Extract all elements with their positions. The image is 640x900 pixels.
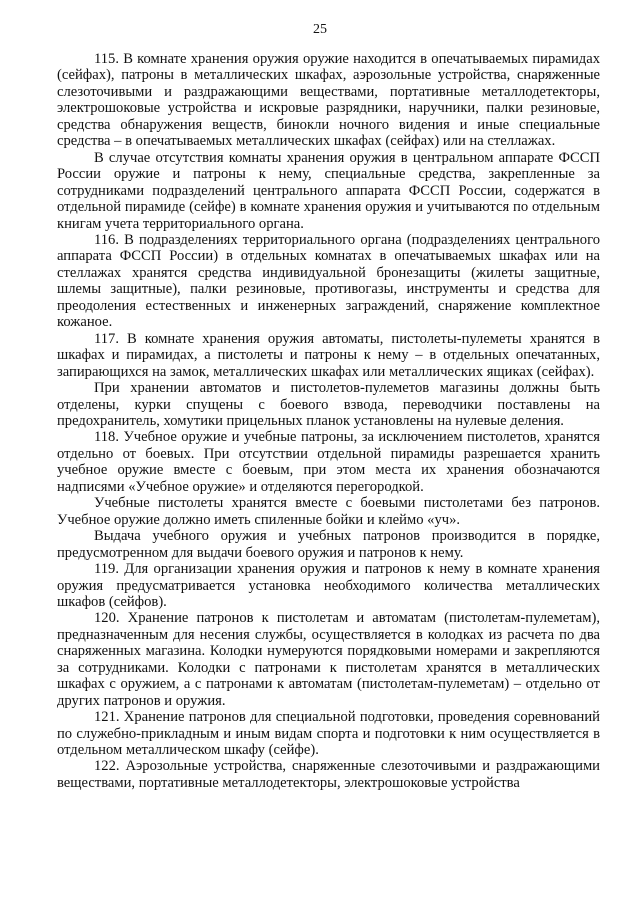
paragraph-120: 120. Хранение патронов к пистолетам и автоматам (пистолетам-пулеметам), предназначенным для несения службы, осуществляется в колодках из расчета по два снаряженных магазина. Колодки нумеруются порядковыми номерами и закрепляются за сотрудниками. Колодки с патронами к пистолетам хранятся в металлических шкафах с оружием, а с патронами к автоматам (пистолетам-пулеметам) – отдельно от других патронов и оружия. [57,610,600,709]
paragraph-115: 115. В комнате хранения оружия оружие находится в опечатываемых пирамидах (сейфах), патроны в металлических шкафах, аэрозольные устройства, снаряженные слезоточивыми и раздражающими веществами, портативные металлодетекторы, электрошоковые устройства и искровые разрядники, наручники, палки резиновые, средства обнаружения веществ, бинокли ночного видения и иные специальные средства – в опечатываемых металлических шкафах (сейфах) или на стеллажах. [57,51,600,150]
page-number: 25 [313,22,327,37]
paragraph-122: 122. Аэрозольные устройства, снаряженные слезоточивыми и раздражающими веществами, портативные металлодетекторы, электрошоковые устройства [57,758,600,791]
paragraph-119: 119. Для организации хранения оружия и патронов к нему в комнате хранения оружия предусматривается установка необходимого количества металлических шкафов (сейфов). [57,561,600,610]
paragraph-116: 116. В подразделениях территориального органа (подразделениях центрального аппарата ФССП России) в отдельных комнатах в опечатываемых шкафах или на стеллажах хранятся средства индивидуальной бронезащиты (жилеты защитные, шлемы защитные), палки резиновые, противогазы, инструменты и средства для преодоления естественных и инженерных заграждений, снаряжение комплектное кожаное. [57,231,600,331]
paragraph-118-training-pistols: Учебные пистолеты хранятся вместе с боевыми пистолетами без патронов. Учебное оружие должно иметь спиленные бойки и клеймо «уч». [57,495,600,528]
paragraph-115-continued: В случае отсутствия комнаты хранения оружия в центральном аппарате ФССП России оружие и патроны к нему, специальные средства, закрепленные за сотрудниками подразделений центрального аппарата ФССП России, содержатся в отдельной пирамиде (сейфе) в комнате хранения оружия и учитываются по отдельным книгам учета территориального органа. [57,149,600,232]
paragraph-118-issuance: Выдача учебного оружия и учебных патронов производится в порядке, предусмотренном для выдачи боевого оружия и патронов к нему. [57,528,600,561]
paragraph-118: 118. Учебное оружие и учебные патроны, за исключением пистолетов, хранятся отдельно от боевых. При отсутствии отдельной пирамиды разрешается хранить учебное оружие вместе с боевым, при этом места их хранения обозначаются надписями «Учебное оружие» и отделяются перегородкой. [57,429,600,495]
paragraph-121: 121. Хранение патронов для специальной подготовки, проведения соревнований по служебно-прикладным и иным видам спорта и подготовки к ним осуществляется в отдельном металлическом шкафу (сейфе). [57,709,600,759]
document-body [57,51,600,791]
paragraph-117-continued: При хранении автоматов и пистолетов-пулеметов магазины должны быть отделены, курки спущены с боевого взвода, переводчики поставлены на предохранитель, хомутики прицельных планок установлены на нулевые деления. [57,380,600,429]
paragraph-117: 117. В комнате хранения оружия автоматы, пистолеты-пулеметы хранятся в шкафах и пирамидах, а пистолеты и патроны к нему – в отдельных опечатанных, запирающихся на замок, металлических шкафах или металлических ящиках (сейфах). [57,330,600,380]
